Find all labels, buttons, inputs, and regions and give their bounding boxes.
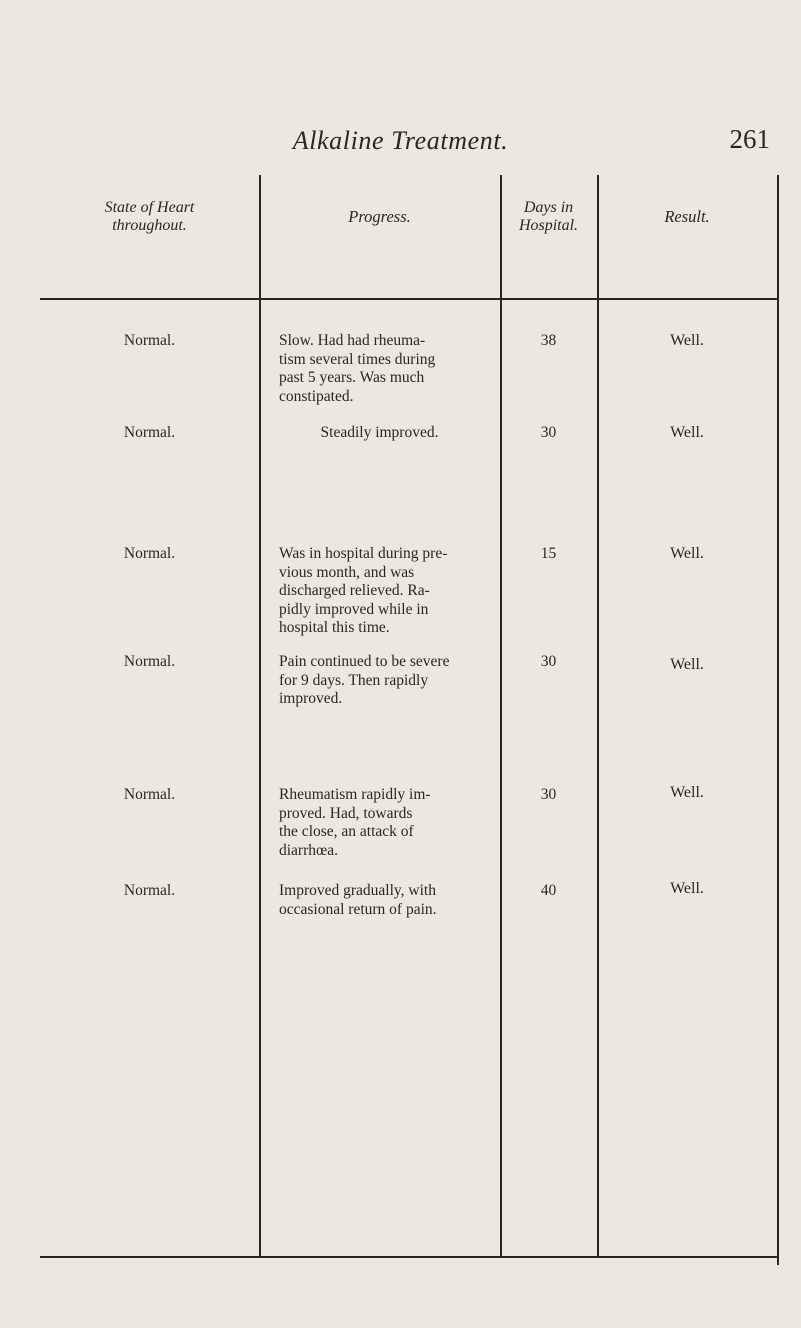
row-6-progress-line: occasional return of pain.	[279, 900, 437, 918]
row-3-progress-line: pidly improved while in	[279, 600, 429, 618]
row-1-days: 38	[540, 332, 557, 349]
row-5-progress-line: diarrhœa.	[279, 841, 338, 859]
column-rule	[259, 175, 261, 1256]
row-4-progress	[279, 653, 488, 709]
row-2-progress-line: Steadily improved.	[320, 424, 439, 441]
running-title: Alkaline Treatment.	[292, 126, 509, 155]
row-3-result: Well.	[670, 545, 704, 562]
header-state-line-1: State of Heart	[104, 199, 195, 216]
row-3-progress-line: hospital this time.	[279, 619, 390, 636]
row-1-progress-line: tism several times during	[279, 350, 436, 368]
row-3-progress-line: vious month, and was	[279, 563, 415, 581]
row-2-result: Well.	[670, 424, 704, 441]
row-1-progress	[279, 332, 488, 406]
row-1-progress-line: past 5 years. Was much	[279, 369, 425, 386]
row-4-result: Well.	[670, 656, 704, 673]
row-1-state: Normal.	[123, 332, 176, 349]
header-days-in-hospital	[500, 199, 597, 235]
header-result: Result.	[664, 207, 710, 226]
row-3-progress-line: discharged relieved. Ra-	[279, 582, 430, 599]
row-2-progress	[259, 424, 500, 443]
row-6-progress-line: Improved gradually, with	[279, 882, 436, 899]
column-rule	[777, 175, 779, 1265]
header-state-of-heart	[40, 199, 259, 235]
row-6-progress	[279, 882, 488, 919]
row-6-state: Normal.	[123, 882, 176, 899]
row-5-result: Well.	[670, 784, 704, 801]
row-4-state: Normal.	[123, 653, 176, 670]
row-1-progress-line: Slow. Had had rheuma-	[279, 332, 426, 349]
row-4-progress-line: for 9 days. Then rapidly	[279, 671, 429, 689]
row-1-progress-line: constipated.	[279, 387, 354, 405]
row-2-days: 30	[540, 424, 557, 441]
header-progress: Progress.	[348, 207, 411, 226]
row-3-progress	[279, 545, 488, 638]
header-state-line-2: throughout.	[112, 217, 187, 234]
row-5-days: 30	[540, 786, 557, 803]
header-days-line-2: Hospital.	[518, 217, 579, 234]
row-4-progress-line: Pain continued to be severe	[279, 653, 450, 670]
row-5-progress	[279, 786, 488, 860]
page-number: 261	[729, 124, 770, 154]
row-6-days: 40	[540, 882, 557, 899]
row-6-result: Well.	[670, 880, 704, 897]
row-5-progress-line: the close, an attack of	[279, 823, 414, 840]
header-rule	[40, 298, 779, 300]
bottom-rule	[40, 1256, 779, 1258]
row-3-days: 15	[540, 545, 557, 562]
row-1-result: Well.	[670, 332, 704, 349]
row-5-progress-line: proved. Had, towards	[279, 804, 413, 822]
row-5-state: Normal.	[123, 786, 176, 803]
row-2-state: Normal.	[123, 424, 176, 441]
header-days-line-1: Days in	[523, 199, 574, 216]
row-5-progress-line: Rheumatism rapidly im-	[279, 786, 431, 803]
row-3-progress-line: Was in hospital during pre-	[279, 545, 448, 562]
case-table	[40, 175, 781, 1265]
row-4-progress-line: improved.	[279, 690, 343, 707]
row-3-state: Normal.	[123, 545, 176, 562]
row-4-days: 30	[540, 653, 557, 670]
